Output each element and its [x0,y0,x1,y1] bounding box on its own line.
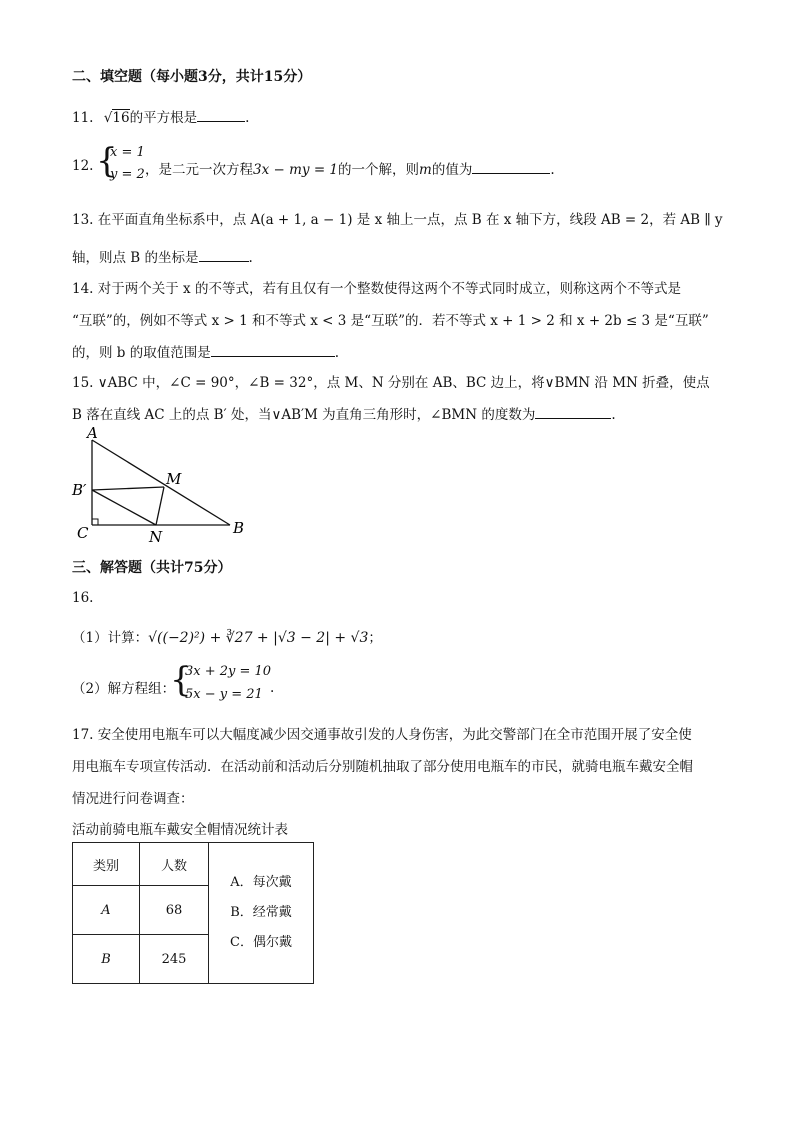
variable: m [419,162,432,178]
question-15-line-1: 15. ∨ABC 中，∠C = 90°，∠B = 32°，点 M、N 分别在 AB、BC 边上，将∨BMN 沿 MN 折叠，使点 [72,375,710,391]
question-13-line-1: 13. 在平面直角坐标系中，点 A(a + 1, a − 1) 是 x 轴上一点，点 B 在 x 轴下方，线段 AB = 2，若 AB ∥ y [72,212,723,228]
question-14-line-3 [72,341,339,361]
table-header-row [73,843,314,886]
question-16-part-1 [72,626,382,646]
text: B 落在直线 AC 上的点 B′ 处，当∨AB′M 为直角三角形时，∠BMN 的度数为 [72,407,536,423]
text: 的，则 b 的取值范围是 [72,345,211,361]
period: . [245,110,250,126]
row-count: 68 [140,886,209,935]
header-category: 类别 [73,843,140,886]
question-17-line-2: 用电瓶车专项宣传活动．在活动前和活动后分别随机抽取了部分使用电瓶车的市民，就骑电瓶车戴安全帽 [72,759,693,775]
text: 的一个解，则 [338,162,420,178]
legend-item: C．偶尔戴 [230,935,292,950]
sqrt-symbol: √ [103,110,113,126]
label-N: N [149,528,163,546]
row-count: 245 [140,935,209,984]
answer-blank [199,249,249,262]
system-equation-2: 5x − y = 21 [185,687,263,702]
label-M: M [166,470,182,488]
question-17-line-3: 情况进行问卷调查： [72,791,194,807]
equation: 3x − my = 1 [253,162,339,178]
question-16-number: 16. [72,590,94,606]
label-C: C [77,524,89,542]
expression: √((−2)²) + ∛27 + |√3 − 2| + √3 [148,630,369,646]
system-equation-2: y = 2 [110,167,145,182]
sqrt-radicand: 16 [112,110,130,126]
text: 的值为 [431,162,473,178]
statistics-table [72,842,314,984]
text: ，是二元一次方程 [145,162,253,178]
legend-cell [209,843,314,984]
section-heading-solutions: 三、解答题（共计75分） [72,560,232,576]
question-11 [72,106,249,126]
system-equation-1: 3x + 2y = 10 [185,664,272,679]
row-category: B [73,935,140,984]
part-label: （1）计算： [72,630,149,646]
segment-BpM [92,487,164,490]
period: . [270,680,275,696]
period: . [550,162,555,178]
punctuation: ； [368,630,382,646]
question-number: 11. [72,110,94,126]
period: . [611,407,616,423]
segment-BpN [92,490,156,525]
question-17-line-1: 17. 安全使用电瓶车可以大幅度减少因交通事故引发的人身伤害，为此交警部门在全市范围开展了安全使 [72,727,692,743]
segment-AB [92,440,230,525]
period: . [248,250,253,266]
question-12-text [145,158,555,178]
system-brace: { [96,141,118,181]
question-12-number: 12. [72,158,94,174]
period: . [334,345,340,361]
question-text: 的平方根是 [129,110,198,126]
segment-MN [156,487,164,525]
row-category: A [73,886,140,935]
legend-item: A．每次戴 [230,875,292,890]
text: 轴，则点 B 的坐标是 [72,250,199,266]
answer-blank [197,109,245,122]
answer-blank [472,161,550,174]
system-equation-1: x = 1 [110,145,145,160]
label-B: B [233,519,245,537]
legend-item: B．经常戴 [230,905,292,920]
system-brace: { [170,660,192,700]
table-title: 活动前骑电瓶车戴安全帽情况统计表 [72,822,288,838]
label-A: A [87,424,98,442]
question-14-line-1: 14. 对于两个关于 x 的不等式，若有且仅有一个整数使得这两个不等式同时成立，则称这两个不等式是 [72,281,681,297]
header-count: 人数 [140,843,209,886]
label-Bprime: B′ [72,481,87,499]
question-13-line-2 [72,246,253,266]
right-angle-mark [92,519,98,525]
section-heading-fill-in: 二、填空题（每小题3分，共计15分） [72,69,312,85]
answer-blank [535,406,611,419]
answer-blank [211,344,335,357]
triangle-figure [60,420,260,550]
question-14-line-2: “互联”的，例如不等式 x > 1 和不等式 x < 3 是“互联”的．若不等式 x + 1 > 2 和 x + 2b ≤ 3 是“互联” [72,313,709,329]
question-16-part-2-label: （2）解方程组： [72,681,176,697]
